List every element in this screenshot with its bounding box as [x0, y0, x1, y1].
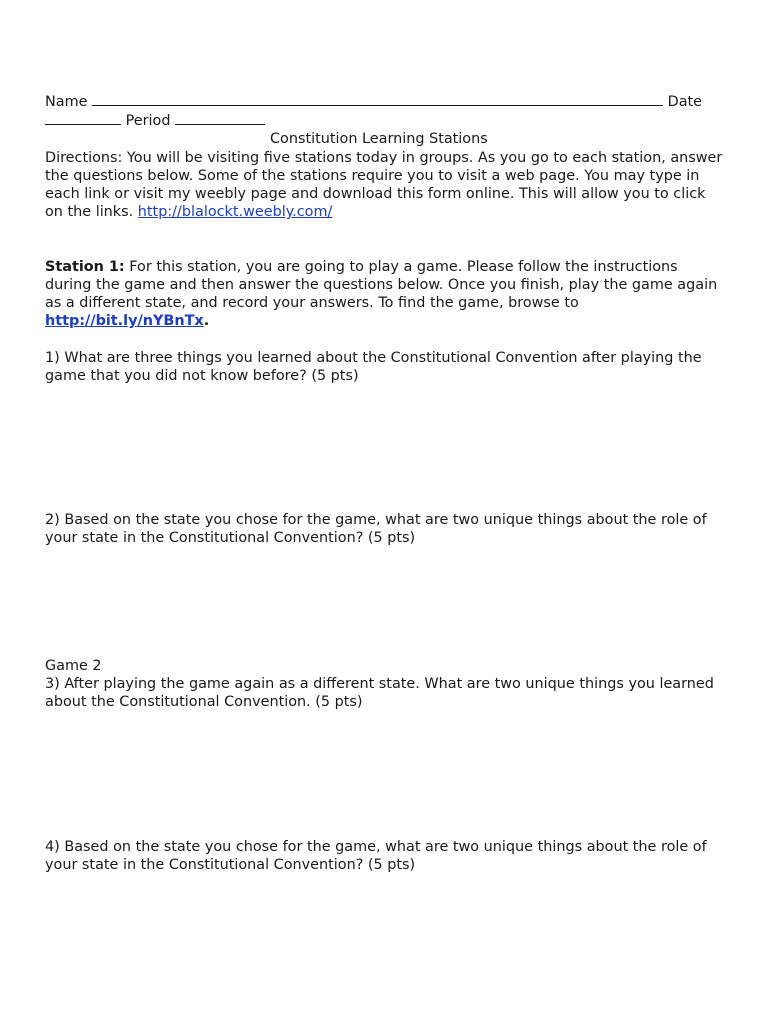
answer-space-2[interactable]: [45, 548, 725, 657]
question-2: 2) Based on the state you chose for the game, what are two unique things about the role of your state in the Constitutional Convention? (5 pts): [45, 512, 707, 547]
name-label: Name: [45, 94, 88, 110]
answer-space-1[interactable]: [45, 385, 725, 511]
directions-paragraph: [45, 149, 725, 222]
question-3: 3) After playing the game again as a different state. What are two unique things you learned about the Constitutional Convention. (5 pts): [45, 675, 714, 711]
station-1-paragraph: [45, 258, 725, 331]
name-blank[interactable]: [92, 92, 663, 106]
period-row: [45, 111, 725, 130]
weebly-link[interactable]: http://blalockt.weebly.com/: [137, 204, 333, 221]
game-link[interactable]: http://bit.ly/nYBnTx: [45, 313, 204, 330]
game-link-suffix: .: [203, 313, 210, 330]
period-blank[interactable]: [175, 111, 265, 125]
answer-space-3[interactable]: [45, 711, 725, 838]
question-1: 1) What are three things you learned about the Constitutional Convention after playing the game that you did not know before? (5 pts): [45, 349, 702, 385]
directions-text: Directions: You will be visiting five stations today in groups. As you go to each station, answer the questions below. Some of the stations require you to visit a web page. You may type in each link or visit my weebly page and download this form online. This will allow you to click on the links.: [45, 149, 723, 221]
name-date-row: [45, 92, 725, 111]
station-1-label: Station 1:: [45, 258, 125, 275]
period-label: Period: [125, 113, 171, 130]
worksheet-page: [45, 92, 725, 875]
page-title: Constitution Learning Stations: [270, 131, 488, 148]
date-blank[interactable]: [45, 111, 121, 125]
date-label: Date: [667, 94, 703, 110]
station-1-text: For this station, you are going to play a game. Please follow the instructions during the game and then answer the questions below. Once you finish, play the game again as a different state, and record your answers. To find the game, browse to: [45, 258, 718, 312]
question-4: 4) Based on the state you chose for the game, what are two unique things about the role of your state in the Constitutional Convention? (5 pts): [45, 839, 707, 874]
game-2-label: Game 2: [45, 657, 102, 674]
